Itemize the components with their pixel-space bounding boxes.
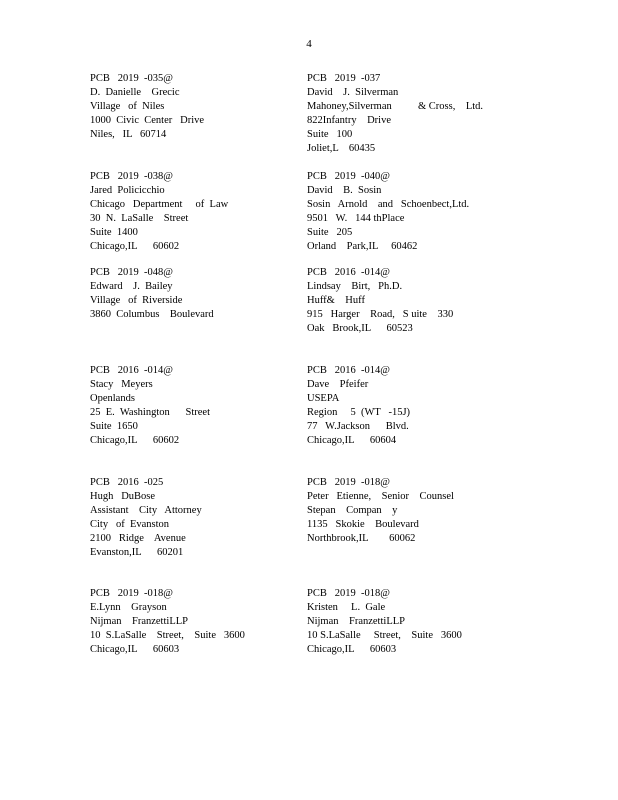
street-address: 822Infantry Drive: [307, 115, 391, 126]
street-address: 2100 Ridge Avenue: [90, 533, 186, 544]
service-entry: [90, 72, 290, 142]
contact-name: Kristen L. Gale: [307, 602, 386, 613]
city-state-zip: Chicago,IL 60602: [90, 435, 180, 446]
contact-name: Hugh DuBose: [90, 491, 156, 502]
service-entry: [307, 476, 547, 546]
suite: Suite 1400: [90, 227, 138, 238]
case-number: PCB 2016 -014@: [307, 267, 390, 278]
city-state-zip: Oak Brook,IL 60523: [307, 323, 413, 334]
contact-name: David B. Sosin: [307, 185, 382, 196]
title: Assistant City Attorney: [90, 505, 202, 516]
street-address: 30 N. LaSalle Street: [90, 213, 189, 224]
city-state-zip: Northbrook,IL 60062: [307, 533, 416, 544]
service-entry: [307, 364, 547, 448]
case-number: PCB 2019 -018@: [90, 588, 173, 599]
contact-name: Jared Policicchio: [90, 185, 165, 196]
contact-name: Lindsay Birt, Ph.D.: [307, 281, 403, 292]
organization: Nijman FranzettiLLP: [90, 616, 188, 627]
street-address: 915 Harger Road, S uite 330: [307, 309, 454, 320]
service-entry: [90, 170, 290, 254]
organization: Stepan Compan y: [307, 505, 398, 516]
organization: Village of Riverside: [90, 295, 183, 306]
city-state-zip: Chicago,IL 60604: [307, 435, 397, 446]
contact-name: Stacy Meyers: [90, 379, 153, 390]
service-entry: [90, 266, 290, 322]
organization: Village of Niles: [90, 101, 165, 112]
case-number: PCB 2019 -040@: [307, 171, 390, 182]
case-number: PCB 2016 -014@: [90, 365, 173, 376]
street-address: 1135 Skokie Boulevard: [307, 519, 419, 530]
street-address: 10 S.LaSalle Street, Suite 3600: [90, 630, 245, 641]
service-entry: [90, 587, 290, 657]
contact-name: Peter Etienne, Senior Counsel: [307, 491, 454, 502]
organization: Openlands: [90, 393, 135, 404]
case-number: PCB 2016 -014@: [307, 365, 390, 376]
organization: Huff& Huff: [307, 295, 365, 306]
street-address: 10 S.LaSalle Street, Suite 3600: [307, 630, 462, 641]
contact-name: E.Lynn Grayson: [90, 602, 167, 613]
organization: Nijman FranzettiLLP: [307, 616, 405, 627]
street-address: 9501 W. 144 thPlace: [307, 213, 405, 224]
case-number: PCB 2019 -037: [307, 73, 381, 84]
organization: City of Evanston: [90, 519, 170, 530]
service-entry: [307, 170, 547, 254]
street-address: 1000 Civic Center Drive: [90, 115, 205, 126]
contact-name: Dave Pfeifer: [307, 379, 369, 390]
city-state-zip: Chicago,IL 60603: [307, 644, 397, 655]
contact-name: David J. Silverman: [307, 87, 399, 98]
street-address: 3860 Columbus Boulevard: [90, 309, 214, 320]
suite: Suite 100: [307, 129, 353, 140]
service-entry: [90, 476, 290, 560]
suite: Suite 205: [307, 227, 353, 238]
city-state-zip: Orland Park,IL 60462: [307, 241, 418, 252]
city-state-zip: Niles, IL 60714: [90, 129, 167, 140]
service-entry: [307, 72, 547, 156]
city-state-zip: Chicago,IL 60603: [90, 644, 180, 655]
case-number: PCB 2019 -048@: [90, 267, 173, 278]
city-state-zip: Evanston,IL 60201: [90, 547, 184, 558]
service-entry: [307, 587, 547, 657]
organization: Sosin Arnold and Schoenbect,Ltd.: [307, 199, 470, 210]
case-number: PCB 2019 -038@: [90, 171, 173, 182]
organization: Chicago Department of Law: [90, 199, 229, 210]
contact-name: Edward J. Bailey: [90, 281, 173, 292]
organization: Mahoney,Silverman & Cross, Ltd.: [307, 101, 484, 112]
case-number: PCB 2016 -025: [90, 477, 164, 488]
case-number: PCB 2019 -018@: [307, 477, 390, 488]
organization: USEPA: [307, 393, 340, 404]
street-address: 25 E. Washington Street: [90, 407, 210, 418]
suite: Suite 1650: [90, 421, 138, 432]
service-entry: [307, 266, 547, 336]
mail-code: Region 5 (WT -15J): [307, 407, 411, 418]
case-number: PCB 2019 -018@: [307, 588, 390, 599]
page-number: 4: [306, 38, 312, 50]
street-address: 77 W.Jackson Blvd.: [307, 421, 409, 432]
city-state-zip: Chicago,IL 60602: [90, 241, 180, 252]
city-state-zip: Joliet,L 60435: [307, 143, 376, 154]
contact-name: D. Danielle Grecic: [90, 87, 180, 98]
service-entry: [90, 364, 290, 448]
case-number: PCB 2019 -035@: [90, 73, 173, 84]
